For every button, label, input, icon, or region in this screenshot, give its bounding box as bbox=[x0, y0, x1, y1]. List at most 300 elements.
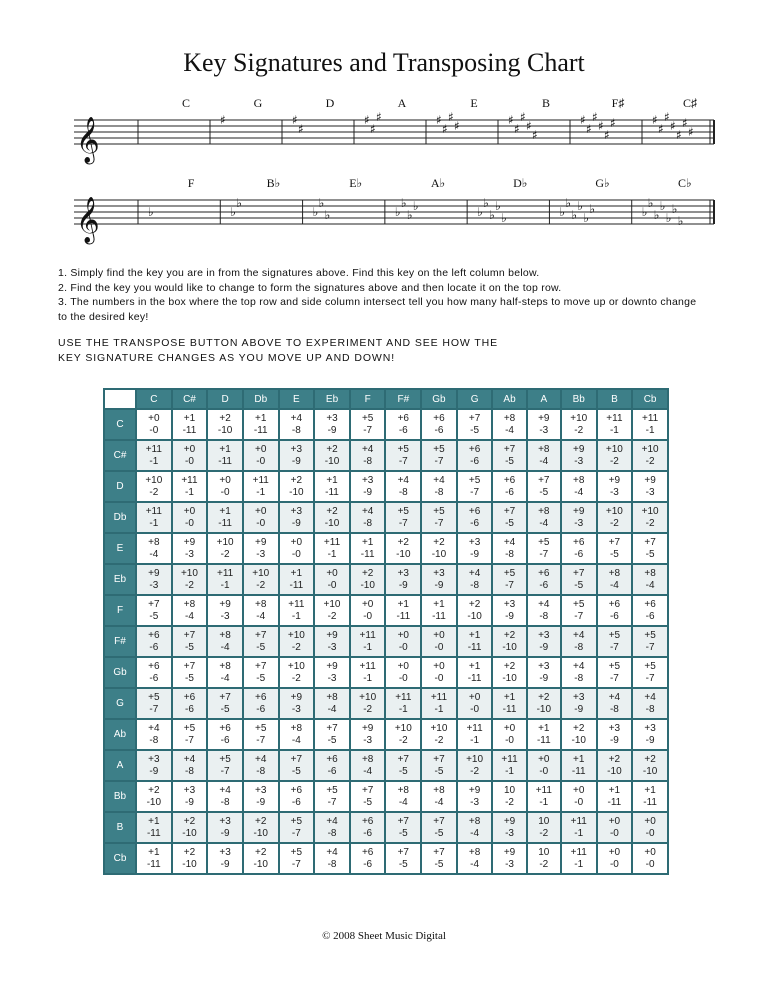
steps-up: +1 bbox=[219, 505, 231, 517]
steps-up: +0 bbox=[538, 753, 550, 765]
steps-down: -4 bbox=[327, 703, 337, 715]
steps-down: -0 bbox=[505, 734, 514, 746]
table-cell bbox=[207, 657, 243, 688]
steps-up: +11 bbox=[252, 474, 269, 486]
steps-down: -0 bbox=[574, 796, 584, 808]
steps-up: +2 bbox=[573, 722, 585, 734]
steps-down: -1 bbox=[291, 610, 301, 622]
steps-down: -2 bbox=[645, 517, 655, 529]
sharp-icon: ♯ bbox=[454, 119, 460, 133]
table-row bbox=[104, 533, 668, 564]
steps-down: -5 bbox=[256, 672, 266, 684]
steps-down: -3 bbox=[149, 579, 159, 591]
steps-up: +2 bbox=[290, 474, 303, 486]
steps-down: -5 bbox=[505, 517, 514, 529]
table-cell bbox=[172, 626, 208, 657]
table-cell bbox=[385, 781, 421, 812]
steps-up: +9 bbox=[644, 474, 656, 486]
table-cell bbox=[207, 502, 243, 533]
table-cell bbox=[492, 626, 526, 657]
steps-down: -7 bbox=[609, 672, 619, 684]
steps-up: +8 bbox=[326, 691, 338, 703]
row-header: D bbox=[104, 471, 136, 502]
table-cell bbox=[243, 564, 279, 595]
steps-up: +1 bbox=[397, 598, 409, 610]
table-cell bbox=[350, 688, 386, 719]
steps-up: +2 bbox=[503, 629, 516, 641]
steps-down: -1 bbox=[327, 548, 337, 560]
table-cell bbox=[597, 533, 633, 564]
sharp-icon: ♯ bbox=[436, 113, 442, 127]
steps-up: +9 bbox=[255, 536, 267, 548]
steps-up: 10 bbox=[538, 815, 550, 827]
steps-up: +11 bbox=[501, 753, 518, 765]
steps-down: -4 bbox=[291, 734, 301, 746]
sharp-icon: ♯ bbox=[364, 113, 370, 127]
steps-up: +5 bbox=[644, 660, 656, 672]
table-cell bbox=[207, 626, 243, 657]
steps-up: +6 bbox=[148, 660, 160, 672]
steps-up: +4 bbox=[397, 474, 409, 486]
table-cell bbox=[457, 843, 493, 874]
flat-icon: ♭ bbox=[653, 208, 660, 222]
steps-up: +5 bbox=[219, 753, 231, 765]
table-row bbox=[104, 719, 668, 750]
steps-down: -2 bbox=[609, 517, 619, 529]
table-cell bbox=[457, 750, 493, 781]
steps-up: +0 bbox=[503, 722, 516, 734]
table-cell bbox=[136, 719, 172, 750]
table-cell bbox=[136, 657, 172, 688]
steps-down: -7 bbox=[220, 765, 230, 777]
steps-up: +0 bbox=[148, 412, 160, 424]
flat-icon: ♭ bbox=[671, 202, 678, 216]
steps-down: -10 bbox=[253, 827, 268, 839]
steps-down: -8 bbox=[327, 827, 337, 839]
table-cell bbox=[527, 657, 561, 688]
steps-down: -2 bbox=[470, 765, 480, 777]
table-cell bbox=[561, 719, 597, 750]
steps-up: +2 bbox=[608, 753, 621, 765]
steps-down: -9 bbox=[185, 796, 194, 808]
steps-down: -8 bbox=[539, 610, 549, 622]
flat-icon: ♭ bbox=[236, 196, 242, 210]
table-cell bbox=[136, 564, 172, 595]
table-cell bbox=[385, 750, 421, 781]
steps-down: -4 bbox=[363, 765, 373, 777]
steps-down: -9 bbox=[291, 455, 301, 467]
row-header: F bbox=[104, 595, 136, 626]
table-cell bbox=[492, 719, 526, 750]
steps-up: +2 bbox=[255, 815, 267, 827]
table-cell bbox=[314, 409, 350, 440]
flat-icon: ♭ bbox=[324, 208, 331, 222]
steps-down: -8 bbox=[398, 486, 408, 498]
steps-down: -9 bbox=[363, 486, 373, 498]
flat-icon: ♭ bbox=[400, 196, 407, 210]
steps-up: +0 bbox=[608, 815, 621, 827]
steps-up: +4 bbox=[503, 536, 516, 548]
steps-up: +9 bbox=[608, 474, 621, 486]
steps-down: -7 bbox=[645, 672, 655, 684]
callout-line-2: KEY SIGNATURE CHANGES AS YOU MOVE UP AND DOWN! bbox=[58, 351, 396, 364]
table-cell bbox=[350, 719, 386, 750]
column-header: Db bbox=[243, 389, 279, 409]
steps-down: -2 bbox=[220, 548, 230, 560]
steps-up: +8 bbox=[183, 598, 196, 610]
table-cell bbox=[421, 595, 457, 626]
steps-up: +11 bbox=[606, 412, 623, 424]
steps-down: -2 bbox=[291, 672, 301, 684]
steps-up: +4 bbox=[573, 660, 585, 672]
flat-icon: ♭ bbox=[501, 211, 507, 225]
steps-down: -9 bbox=[291, 517, 301, 529]
steps-up: +8 bbox=[468, 815, 481, 827]
steps-down: -0 bbox=[645, 827, 655, 839]
steps-down: -3 bbox=[291, 703, 301, 715]
steps-down: -6 bbox=[256, 703, 266, 715]
steps-down: -4 bbox=[185, 610, 194, 622]
steps-up: +7 bbox=[608, 536, 621, 548]
table-cell bbox=[207, 843, 243, 874]
steps-down: -1 bbox=[220, 579, 230, 591]
table-cell bbox=[385, 471, 421, 502]
steps-down: -6 bbox=[645, 610, 655, 622]
table-cell bbox=[597, 564, 633, 595]
table-cell bbox=[385, 595, 421, 626]
table-cell bbox=[492, 595, 526, 626]
steps-up: +6 bbox=[538, 567, 550, 579]
steps-down: -7 bbox=[398, 517, 408, 529]
table-cell bbox=[527, 812, 561, 843]
table-cell bbox=[492, 564, 526, 595]
row-header: B bbox=[104, 812, 136, 843]
table-cell bbox=[632, 657, 668, 688]
steps-down: -8 bbox=[291, 424, 301, 436]
steps-up: +11 bbox=[359, 629, 376, 641]
steps-up: +7 bbox=[468, 412, 481, 424]
steps-down: -10 bbox=[431, 548, 447, 560]
steps-down: -1 bbox=[539, 796, 549, 808]
table-cell bbox=[527, 688, 561, 719]
steps-up: +1 bbox=[468, 660, 481, 672]
row-header: C bbox=[104, 409, 136, 440]
steps-down: -6 bbox=[363, 827, 373, 839]
steps-down: -0 bbox=[256, 517, 266, 529]
table-cell bbox=[527, 719, 561, 750]
column-header: Ab bbox=[492, 389, 526, 409]
table-cell bbox=[350, 471, 386, 502]
steps-up: +8 bbox=[255, 598, 267, 610]
steps-up: +3 bbox=[397, 567, 409, 579]
steps-up: +10 bbox=[570, 412, 588, 424]
steps-down: -9 bbox=[539, 672, 549, 684]
steps-up: +2 bbox=[326, 443, 338, 455]
steps-down: -2 bbox=[539, 827, 549, 839]
steps-up: +2 bbox=[538, 691, 550, 703]
table-row bbox=[104, 471, 668, 502]
table-cell bbox=[527, 533, 561, 564]
steps-down: -10 bbox=[324, 455, 340, 467]
steps-down: -9 bbox=[539, 641, 549, 653]
steps-up: +6 bbox=[290, 784, 303, 796]
table-cell bbox=[561, 564, 597, 595]
steps-down: -5 bbox=[470, 424, 480, 436]
table-cell bbox=[492, 409, 526, 440]
steps-down: -9 bbox=[645, 734, 655, 746]
table-cell bbox=[597, 781, 633, 812]
table-cell bbox=[561, 657, 597, 688]
steps-down: -11 bbox=[536, 734, 551, 746]
steps-up: +11 bbox=[359, 660, 376, 672]
table-cell bbox=[597, 719, 633, 750]
steps-down: -11 bbox=[643, 796, 657, 808]
steps-down: -4 bbox=[609, 579, 619, 591]
steps-down: -3 bbox=[470, 796, 480, 808]
steps-up: +5 bbox=[644, 629, 656, 641]
steps-up: +6 bbox=[468, 443, 481, 455]
steps-up: +10 bbox=[605, 443, 623, 455]
steps-up: +7 bbox=[538, 474, 550, 486]
steps-up: +5 bbox=[397, 505, 409, 517]
table-cell bbox=[314, 533, 350, 564]
flat-icon: ♭ bbox=[495, 199, 501, 213]
steps-up: +5 bbox=[608, 629, 621, 641]
flat-icon: ♭ bbox=[489, 208, 495, 222]
steps-up: +10 bbox=[466, 753, 484, 765]
steps-down: -9 bbox=[149, 765, 159, 777]
steps-up: +11 bbox=[145, 505, 162, 517]
table-cell bbox=[385, 502, 421, 533]
steps-down: -7 bbox=[574, 610, 584, 622]
table-cell bbox=[632, 750, 668, 781]
steps-up: +3 bbox=[255, 784, 267, 796]
steps-up: +6 bbox=[608, 598, 621, 610]
steps-down: -3 bbox=[505, 858, 514, 870]
flat-icon: ♭ bbox=[412, 199, 419, 213]
column-header: Eb bbox=[314, 389, 350, 409]
table-cell bbox=[527, 626, 561, 657]
steps-up: +6 bbox=[644, 598, 656, 610]
steps-down: -4 bbox=[574, 486, 584, 498]
steps-up: +10 bbox=[359, 691, 377, 703]
steps-up: +4 bbox=[148, 722, 160, 734]
steps-up: +3 bbox=[503, 598, 516, 610]
steps-up: +8 bbox=[573, 474, 585, 486]
steps-down: -2 bbox=[149, 486, 159, 498]
steps-up: +4 bbox=[573, 629, 585, 641]
table-cell bbox=[172, 657, 208, 688]
steps-up: +5 bbox=[433, 443, 445, 455]
steps-up: +7 bbox=[183, 629, 196, 641]
steps-down: -0 bbox=[434, 672, 444, 684]
row-header: F# bbox=[104, 626, 136, 657]
steps-down: -4 bbox=[434, 796, 444, 808]
steps-up: +3 bbox=[290, 443, 303, 455]
steps-down: -10 bbox=[253, 858, 268, 870]
table-cell bbox=[172, 595, 208, 626]
flat-icon: ♭ bbox=[659, 199, 666, 213]
steps-up: +5 bbox=[326, 784, 338, 796]
steps-up: +0 bbox=[468, 691, 481, 703]
steps-up: +8 bbox=[148, 536, 160, 548]
steps-down: -7 bbox=[185, 734, 194, 746]
steps-up: 10 bbox=[538, 846, 550, 858]
table-cell bbox=[136, 688, 172, 719]
steps-down: -5 bbox=[185, 672, 194, 684]
steps-down: -5 bbox=[645, 548, 655, 560]
table-cell bbox=[172, 440, 208, 471]
table-cell bbox=[314, 719, 350, 750]
steps-up: +8 bbox=[608, 567, 621, 579]
table-cell bbox=[279, 595, 315, 626]
sharp-icon: ♯ bbox=[604, 128, 610, 142]
steps-down: -10 bbox=[467, 610, 482, 622]
steps-down: -8 bbox=[363, 455, 373, 467]
sharp-icon: ♯ bbox=[658, 122, 664, 136]
steps-down: -9 bbox=[220, 858, 230, 870]
steps-down: -4 bbox=[645, 579, 655, 591]
table-cell bbox=[172, 781, 208, 812]
flat-icon: ♭ bbox=[394, 205, 401, 219]
table-cell bbox=[136, 409, 172, 440]
steps-down: -11 bbox=[289, 579, 304, 591]
steps-up: +5 bbox=[290, 846, 303, 858]
steps-down: -11 bbox=[325, 486, 339, 498]
table-cell bbox=[385, 657, 421, 688]
steps-up: +4 bbox=[361, 505, 374, 517]
table-cell bbox=[385, 719, 421, 750]
steps-down: -4 bbox=[220, 672, 230, 684]
table-cell bbox=[243, 502, 279, 533]
table-cell bbox=[597, 843, 633, 874]
steps-up: +1 bbox=[503, 691, 516, 703]
table-cell bbox=[350, 843, 386, 874]
steps-down: -2 bbox=[291, 641, 301, 653]
flat-icon: ♭ bbox=[230, 205, 236, 219]
table-cell bbox=[279, 409, 315, 440]
steps-down: -7 bbox=[645, 641, 655, 653]
callout-line-1: USE THE TRANSPOSE BUTTON ABOVE TO EXPERIMENT AND SEE HOW THE bbox=[58, 337, 499, 349]
steps-down: -6 bbox=[398, 424, 408, 436]
steps-up: +11 bbox=[535, 784, 552, 796]
flat-icon: ♭ bbox=[318, 196, 325, 210]
table-cell bbox=[314, 440, 350, 471]
column-header: C bbox=[136, 389, 172, 409]
steps-up: +6 bbox=[573, 536, 585, 548]
steps-up: +0 bbox=[644, 815, 656, 827]
table-cell bbox=[421, 688, 457, 719]
steps-down: -5 bbox=[398, 765, 408, 777]
table-row bbox=[104, 409, 668, 440]
steps-down: -4 bbox=[220, 641, 230, 653]
sharp-icon: ♯ bbox=[586, 122, 592, 136]
table-cell bbox=[350, 564, 386, 595]
steps-down: -10 bbox=[182, 858, 197, 870]
steps-down: -11 bbox=[360, 548, 375, 560]
steps-down: -5 bbox=[539, 486, 549, 498]
table-cell bbox=[136, 843, 172, 874]
column-header: A bbox=[527, 389, 561, 409]
steps-up: +0 bbox=[183, 443, 196, 455]
steps-up: +6 bbox=[183, 691, 196, 703]
steps-up: +1 bbox=[183, 412, 196, 424]
steps-down: -10 bbox=[360, 579, 375, 591]
table-cell bbox=[632, 688, 668, 719]
steps-up: +9 bbox=[361, 722, 374, 734]
table-cell bbox=[172, 719, 208, 750]
steps-up: +2 bbox=[361, 567, 374, 579]
steps-up: +0 bbox=[219, 474, 231, 486]
steps-down: -2 bbox=[256, 579, 266, 591]
steps-down: -1 bbox=[574, 858, 584, 870]
sharp-icon: ♯ bbox=[532, 128, 538, 142]
table-cell bbox=[279, 564, 315, 595]
sharp-icon: ♯ bbox=[592, 110, 598, 124]
steps-up: +8 bbox=[290, 722, 303, 734]
steps-up: +6 bbox=[397, 412, 409, 424]
table-cell bbox=[350, 657, 386, 688]
steps-up: +9 bbox=[326, 660, 338, 672]
steps-up: +4 bbox=[183, 753, 196, 765]
column-header: Gb bbox=[421, 389, 457, 409]
table-cell bbox=[314, 626, 350, 657]
sharp-icon: ♯ bbox=[676, 128, 682, 142]
table-cell bbox=[207, 688, 243, 719]
steps-down: -5 bbox=[434, 765, 444, 777]
steps-up: +7 bbox=[503, 505, 516, 517]
steps-up: +3 bbox=[573, 691, 585, 703]
steps-down: -6 bbox=[539, 579, 549, 591]
steps-up: +6 bbox=[433, 412, 445, 424]
steps-down: -10 bbox=[217, 424, 233, 436]
table-cell bbox=[632, 719, 668, 750]
steps-up: +8 bbox=[219, 629, 231, 641]
steps-up: +8 bbox=[503, 412, 516, 424]
steps-up: +4 bbox=[326, 815, 338, 827]
table-cell bbox=[597, 750, 633, 781]
steps-up: +5 bbox=[255, 722, 267, 734]
steps-down: -7 bbox=[398, 455, 408, 467]
steps-down: -9 bbox=[327, 424, 337, 436]
table-cell bbox=[421, 657, 457, 688]
steps-down: -7 bbox=[327, 796, 337, 808]
steps-down: -2 bbox=[398, 734, 408, 746]
table-row bbox=[104, 657, 668, 688]
table-cell bbox=[492, 688, 526, 719]
steps-down: -0 bbox=[398, 672, 408, 684]
steps-down: -0 bbox=[149, 424, 159, 436]
steps-up: +6 bbox=[255, 691, 267, 703]
steps-down: -0 bbox=[327, 579, 337, 591]
table-cell bbox=[279, 471, 315, 502]
table-cell bbox=[632, 781, 668, 812]
steps-up: +5 bbox=[538, 536, 550, 548]
steps-up: +3 bbox=[538, 629, 550, 641]
steps-up: +0 bbox=[397, 629, 409, 641]
steps-up: +7 bbox=[255, 629, 267, 641]
steps-down: -5 bbox=[505, 455, 514, 467]
steps-up: +5 bbox=[608, 660, 621, 672]
table-cell bbox=[457, 440, 493, 471]
steps-down: -6 bbox=[470, 455, 480, 467]
table-cell bbox=[172, 502, 208, 533]
table-cell bbox=[279, 688, 315, 719]
key-name-label: G bbox=[253, 96, 263, 110]
flat-icon: ♭ bbox=[589, 202, 596, 216]
steps-down: -7 bbox=[363, 424, 373, 436]
steps-up: +1 bbox=[608, 784, 621, 796]
